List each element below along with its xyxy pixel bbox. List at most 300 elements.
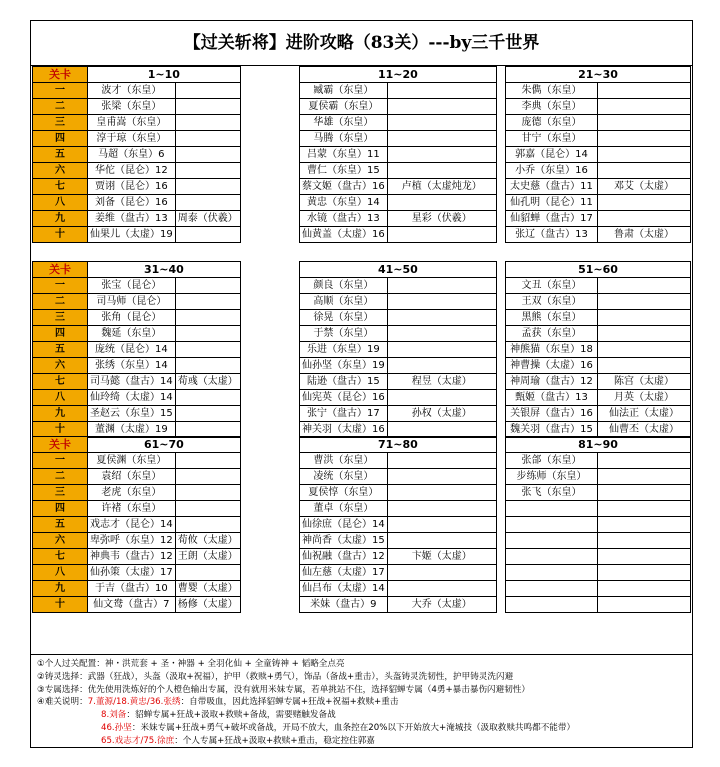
secondary-general bbox=[387, 131, 496, 147]
primary-general: 高顺（东皇） bbox=[300, 294, 388, 310]
table-row bbox=[300, 195, 497, 211]
note-difficult-prefix: ④难关说明： bbox=[37, 697, 88, 708]
level-table-41~50 bbox=[299, 261, 497, 438]
primary-general: 仙貂蝉（盘古）17 bbox=[506, 211, 598, 227]
secondary-general bbox=[598, 581, 691, 597]
secondary-general bbox=[387, 517, 496, 533]
level-label: 三 bbox=[33, 115, 88, 131]
table-row bbox=[33, 406, 241, 422]
secondary-general bbox=[598, 342, 691, 358]
primary-general bbox=[506, 517, 598, 533]
table-row bbox=[506, 326, 691, 342]
primary-general: 神尚香（太虚）15 bbox=[300, 533, 388, 549]
level-label: 三 bbox=[33, 485, 88, 501]
primary-general: 仙果儿（太虚）19 bbox=[88, 227, 176, 243]
level-label: 二 bbox=[33, 99, 88, 115]
table-row bbox=[300, 83, 497, 99]
primary-general: 张绣（东皇）14 bbox=[88, 358, 176, 374]
secondary-general bbox=[387, 278, 496, 294]
secondary-general bbox=[175, 294, 240, 310]
range-header: 51~60 bbox=[506, 262, 691, 278]
level-label: 三 bbox=[33, 310, 88, 326]
level-table-21~30 bbox=[505, 66, 691, 243]
secondary-general bbox=[387, 358, 496, 374]
secondary-general bbox=[387, 501, 496, 517]
primary-general: 波才（东皇） bbox=[88, 83, 176, 99]
secondary-general bbox=[598, 533, 691, 549]
level-label: 十 bbox=[33, 597, 88, 613]
secondary-general bbox=[175, 195, 240, 211]
secondary-general bbox=[598, 147, 691, 163]
primary-general bbox=[506, 501, 598, 517]
secondary-general bbox=[598, 99, 691, 115]
table-row bbox=[33, 99, 241, 115]
level-label: 九 bbox=[33, 581, 88, 597]
note-difficult-levels: 7.董源/18.黄忠/36.张绣 bbox=[87, 697, 181, 708]
secondary-general: 鲁肃（太虚） bbox=[598, 227, 691, 243]
primary-general: 仙孙坚（东皇）19 bbox=[300, 358, 388, 374]
secondary-general bbox=[387, 227, 496, 243]
table-row bbox=[506, 549, 691, 565]
secondary-general bbox=[598, 565, 691, 581]
table-row bbox=[300, 374, 497, 390]
secondary-general bbox=[598, 549, 691, 565]
table-row bbox=[300, 358, 497, 374]
primary-general: 仙孔明（昆仑）11 bbox=[506, 195, 598, 211]
level-label: 七 bbox=[33, 374, 88, 390]
table-row bbox=[33, 581, 241, 597]
range-header: 1~10 bbox=[88, 67, 241, 83]
table-row bbox=[506, 227, 691, 243]
secondary-general bbox=[598, 469, 691, 485]
table-row bbox=[506, 485, 691, 501]
secondary-general bbox=[598, 597, 691, 613]
primary-general: 司马懿（盘古）14 bbox=[88, 374, 176, 390]
secondary-general: 邓艾（太虚） bbox=[598, 179, 691, 195]
table-row bbox=[300, 581, 497, 597]
secondary-general bbox=[598, 485, 691, 501]
secondary-general bbox=[175, 131, 240, 147]
secondary-general bbox=[598, 115, 691, 131]
table-row bbox=[506, 358, 691, 374]
secondary-general bbox=[387, 390, 496, 406]
level-label: 四 bbox=[33, 326, 88, 342]
table-row bbox=[506, 310, 691, 326]
secondary-general: 卢植（太虚炖龙） bbox=[387, 179, 496, 195]
table-row bbox=[33, 517, 241, 533]
table-row bbox=[300, 565, 497, 581]
secondary-general bbox=[175, 501, 240, 517]
primary-general: 卑弥呼（东皇）12 bbox=[88, 533, 176, 549]
table-row bbox=[33, 358, 241, 374]
table-row bbox=[506, 131, 691, 147]
table-row bbox=[506, 294, 691, 310]
table-row bbox=[300, 294, 497, 310]
primary-general: 张宁（盘古）17 bbox=[300, 406, 388, 422]
secondary-general bbox=[387, 147, 496, 163]
primary-general: 仙文鸯（盘古）7 bbox=[88, 597, 176, 613]
range-header: 41~50 bbox=[300, 262, 497, 278]
secondary-general bbox=[175, 469, 240, 485]
primary-general: 张梁（东皇） bbox=[88, 99, 176, 115]
secondary-general: 荀彧（太虚） bbox=[175, 374, 240, 390]
primary-general: 蔡文姬（盘古）16 bbox=[300, 179, 388, 195]
table-row bbox=[300, 163, 497, 179]
table-row bbox=[506, 211, 691, 227]
secondary-general: 卞姬（太虚） bbox=[387, 549, 496, 565]
table-row bbox=[300, 99, 497, 115]
table-row bbox=[33, 565, 241, 581]
level-table-81~90 bbox=[505, 436, 691, 613]
secondary-general: 仙法正（太虚） bbox=[598, 406, 691, 422]
primary-general: 仙玲绮（太虚）14 bbox=[88, 390, 176, 406]
table-row bbox=[33, 294, 241, 310]
level-label: 七 bbox=[33, 549, 88, 565]
primary-general: 神熊猫（东皇）18 bbox=[506, 342, 598, 358]
secondary-general bbox=[175, 83, 240, 99]
level-label: 一 bbox=[33, 83, 88, 99]
primary-general: 甄姬（盘古）13 bbox=[506, 390, 598, 406]
secondary-general bbox=[387, 163, 496, 179]
primary-general: 米妹（盘古）9 bbox=[300, 597, 388, 613]
secondary-general: 王朗（太虚） bbox=[175, 549, 240, 565]
level-label: 八 bbox=[33, 565, 88, 581]
secondary-general bbox=[598, 501, 691, 517]
primary-general: 水镜（盘古）13 bbox=[300, 211, 388, 227]
primary-general bbox=[506, 581, 598, 597]
primary-general: 贾诩（昆仑）16 bbox=[88, 179, 176, 195]
range-header: 21~30 bbox=[506, 67, 691, 83]
table-row bbox=[300, 115, 497, 131]
primary-general: 臧霸（东皇） bbox=[300, 83, 388, 99]
level-label: 六 bbox=[33, 163, 88, 179]
table-row bbox=[506, 517, 691, 533]
table-row bbox=[506, 374, 691, 390]
secondary-general bbox=[175, 163, 240, 179]
primary-general: 朱儁（东皇） bbox=[506, 83, 598, 99]
table-row bbox=[33, 227, 241, 243]
secondary-general bbox=[598, 83, 691, 99]
primary-general: 凌统（东皇） bbox=[300, 469, 388, 485]
note-casting: ②铸灵选择：武器（狂战），头盔（汲取+祝福），护甲（救赎+勇气），饰品（备战+重击），头盔铸灵洗韧性，护甲铸灵洗闪避 bbox=[37, 671, 514, 682]
primary-general: 张角（昆仑） bbox=[88, 310, 176, 326]
table-row bbox=[506, 83, 691, 99]
secondary-general bbox=[175, 517, 240, 533]
table-row bbox=[33, 147, 241, 163]
table-row bbox=[33, 549, 241, 565]
secondary-general bbox=[598, 358, 691, 374]
primary-general: 孟获（东皇） bbox=[506, 326, 598, 342]
level-label: 五 bbox=[33, 517, 88, 533]
table-row bbox=[506, 565, 691, 581]
secondary-general: 杨修（太虚） bbox=[175, 597, 240, 613]
table-row bbox=[506, 147, 691, 163]
primary-general: 曹仁（东皇）15 bbox=[300, 163, 388, 179]
table-row bbox=[300, 131, 497, 147]
secondary-general bbox=[598, 163, 691, 179]
level-table-1~10 bbox=[32, 66, 241, 243]
table-row bbox=[33, 342, 241, 358]
primary-general: 神典韦（盘古）12 bbox=[88, 549, 176, 565]
table-row bbox=[33, 179, 241, 195]
primary-general: 刘备（昆仑）16 bbox=[88, 195, 176, 211]
primary-general: 黑熊（东皇） bbox=[506, 310, 598, 326]
primary-general: 仙孙策（太虚）17 bbox=[88, 565, 176, 581]
guide-frame bbox=[30, 20, 693, 748]
secondary-general bbox=[175, 358, 240, 374]
level-table-71~80 bbox=[299, 436, 497, 613]
secondary-general: 星彩（伏羲） bbox=[387, 211, 496, 227]
table-row bbox=[300, 278, 497, 294]
primary-general: 司马师（昆仑） bbox=[88, 294, 176, 310]
note-difficult bbox=[37, 696, 686, 709]
primary-general: 华雄（东皇） bbox=[300, 115, 388, 131]
primary-general: 庞统（昆仑）14 bbox=[88, 342, 176, 358]
secondary-general bbox=[598, 294, 691, 310]
table-row bbox=[300, 179, 497, 195]
table-row bbox=[300, 342, 497, 358]
secondary-general: 陈宫（太虚） bbox=[598, 374, 691, 390]
range-header: 31~40 bbox=[88, 262, 241, 278]
table-row bbox=[33, 390, 241, 406]
primary-general bbox=[506, 565, 598, 581]
table-row bbox=[300, 390, 497, 406]
secondary-general: 仙曹丕（太虚） bbox=[598, 422, 691, 438]
secondary-general bbox=[387, 294, 496, 310]
table-row bbox=[300, 326, 497, 342]
secondary-general bbox=[175, 390, 240, 406]
secondary-general bbox=[387, 195, 496, 211]
primary-general: 仙黄盖（太虚）16 bbox=[300, 227, 388, 243]
level-label: 二 bbox=[33, 294, 88, 310]
note-xizhicai-level: 65.戏志才/75.徐庶 bbox=[101, 735, 175, 746]
level-label: 五 bbox=[33, 147, 88, 163]
table-row bbox=[33, 211, 241, 227]
secondary-general: 月英（太虚） bbox=[598, 390, 691, 406]
primary-general: 夏侯惇（东皇） bbox=[300, 485, 388, 501]
primary-general: 夏侯霸（东皇） bbox=[300, 99, 388, 115]
level-label: 十 bbox=[33, 227, 88, 243]
secondary-general bbox=[175, 227, 240, 243]
primary-general: 神曹操（太虚）16 bbox=[506, 358, 598, 374]
table-row bbox=[33, 326, 241, 342]
primary-general: 魏关羽（盘古）15 bbox=[506, 422, 598, 438]
level-label: 八 bbox=[33, 390, 88, 406]
level-table-31~40 bbox=[32, 261, 241, 438]
secondary-general bbox=[387, 485, 496, 501]
table-row bbox=[33, 485, 241, 501]
primary-general: 仙左慈（太虚）17 bbox=[300, 565, 388, 581]
table-row bbox=[300, 533, 497, 549]
level-label: 七 bbox=[33, 179, 88, 195]
note-sunjian-text: ：米妹专属+狂战+勇气+破坏或备战，开局不放大，血条控在20%以下开始放大+淹城技（汲取救赎共鸣都不能带） bbox=[131, 722, 576, 733]
note-sunjian-level: 46.孙坚 bbox=[101, 722, 132, 733]
secondary-general: 荀攸（太虚） bbox=[175, 533, 240, 549]
secondary-general bbox=[387, 342, 496, 358]
range-header: 11~20 bbox=[300, 67, 497, 83]
primary-general: 颜良（东皇） bbox=[300, 278, 388, 294]
primary-general: 徐晃（东皇） bbox=[300, 310, 388, 326]
table-row bbox=[33, 533, 241, 549]
secondary-general: 孙权（太虚） bbox=[387, 406, 496, 422]
table-row bbox=[506, 99, 691, 115]
secondary-general bbox=[598, 310, 691, 326]
secondary-general bbox=[598, 278, 691, 294]
note-xizhicai-text: ：个人专属+狂战+汲取+救赎+重击，稳定控住郭嘉 bbox=[174, 735, 375, 746]
note-sunjian bbox=[37, 722, 686, 735]
table-row bbox=[300, 501, 497, 517]
secondary-general bbox=[175, 485, 240, 501]
table-row bbox=[33, 469, 241, 485]
secondary-general bbox=[387, 326, 496, 342]
secondary-general bbox=[598, 517, 691, 533]
primary-general: 圣赵云（东皇）15 bbox=[88, 406, 176, 422]
primary-general: 董卓（东皇） bbox=[300, 501, 388, 517]
table-row bbox=[33, 131, 241, 147]
level-label: 四 bbox=[33, 131, 88, 147]
secondary-general bbox=[175, 310, 240, 326]
secondary-general bbox=[387, 83, 496, 99]
primary-general: 于吉（盘古）10 bbox=[88, 581, 176, 597]
table-row bbox=[300, 517, 497, 533]
table-row bbox=[300, 485, 497, 501]
level-label: 一 bbox=[33, 453, 88, 469]
primary-general: 曹洪（东皇） bbox=[300, 453, 388, 469]
primary-general: 神关羽（太虚）16 bbox=[300, 422, 388, 438]
secondary-general: 曹婴（太虚） bbox=[175, 581, 240, 597]
secondary-general: 大乔（太虚） bbox=[387, 597, 496, 613]
level-label: 一 bbox=[33, 278, 88, 294]
level-label: 九 bbox=[33, 211, 88, 227]
table-row bbox=[300, 406, 497, 422]
table-row bbox=[33, 115, 241, 131]
primary-general: 张郃（东皇） bbox=[506, 453, 598, 469]
level-label: 五 bbox=[33, 342, 88, 358]
primary-general: 文丑（东皇） bbox=[506, 278, 598, 294]
secondary-general bbox=[175, 406, 240, 422]
secondary-general bbox=[598, 326, 691, 342]
level-label: 十 bbox=[33, 422, 88, 438]
primary-general: 李典（东皇） bbox=[506, 99, 598, 115]
table-row bbox=[33, 374, 241, 390]
table-row bbox=[506, 581, 691, 597]
secondary-general bbox=[175, 342, 240, 358]
primary-general: 太史慈（盘古）11 bbox=[506, 179, 598, 195]
table-row bbox=[506, 597, 691, 613]
note-xizhicai bbox=[37, 735, 686, 748]
range-header: 81~90 bbox=[506, 437, 691, 453]
table-row bbox=[300, 227, 497, 243]
table-row bbox=[33, 453, 241, 469]
table-row bbox=[33, 163, 241, 179]
level-header: 关卡 bbox=[33, 67, 88, 83]
secondary-general bbox=[387, 453, 496, 469]
table-row bbox=[506, 406, 691, 422]
table-row bbox=[300, 147, 497, 163]
secondary-general bbox=[387, 565, 496, 581]
table-row bbox=[33, 195, 241, 211]
level-label: 六 bbox=[33, 533, 88, 549]
table-row bbox=[300, 469, 497, 485]
secondary-general bbox=[387, 99, 496, 115]
primary-general: 马腾（东皇） bbox=[300, 131, 388, 147]
primary-general: 黄忠（东皇）14 bbox=[300, 195, 388, 211]
primary-general: 袁绍（东皇） bbox=[88, 469, 176, 485]
table-row bbox=[300, 549, 497, 565]
note-liubei bbox=[37, 709, 686, 722]
secondary-general bbox=[598, 453, 691, 469]
primary-general: 魏延（东皇） bbox=[88, 326, 176, 342]
secondary-general bbox=[387, 469, 496, 485]
table-row bbox=[33, 278, 241, 294]
level-table-61~70 bbox=[32, 436, 241, 613]
level-table-11~20 bbox=[299, 66, 497, 243]
primary-general: 夏侯渊（东皇） bbox=[88, 453, 176, 469]
primary-general: 仙徐庶（昆仑）14 bbox=[300, 517, 388, 533]
level-label: 六 bbox=[33, 358, 88, 374]
primary-general: 马超（东皇）6 bbox=[88, 147, 176, 163]
secondary-general bbox=[387, 533, 496, 549]
secondary-general bbox=[175, 99, 240, 115]
primary-general: 华佗（昆仑）12 bbox=[88, 163, 176, 179]
primary-general: 吕蒙（东皇）11 bbox=[300, 147, 388, 163]
table-row bbox=[506, 179, 691, 195]
secondary-general bbox=[387, 581, 496, 597]
primary-general: 王双（东皇） bbox=[506, 294, 598, 310]
page-title: 【过关斩将】进阶攻略（83关）---by三千世界 bbox=[31, 21, 692, 66]
range-header: 71~80 bbox=[300, 437, 497, 453]
table-row bbox=[33, 597, 241, 613]
secondary-general bbox=[598, 195, 691, 211]
level-header: 关卡 bbox=[33, 437, 88, 453]
table-row bbox=[506, 533, 691, 549]
level-label: 四 bbox=[33, 501, 88, 517]
table-row bbox=[33, 310, 241, 326]
secondary-general bbox=[598, 131, 691, 147]
table-row bbox=[506, 195, 691, 211]
primary-general bbox=[506, 549, 598, 565]
primary-general: 仙吕布（太虚）14 bbox=[300, 581, 388, 597]
primary-general bbox=[506, 533, 598, 549]
table-row bbox=[506, 453, 691, 469]
table-row bbox=[506, 163, 691, 179]
table-row bbox=[300, 310, 497, 326]
secondary-general bbox=[387, 115, 496, 131]
note-config: ①个人过关配置：神・洪荒套 + 圣・神器 + 全羽化仙 + 全童铸神 + 韬略全点亮 bbox=[37, 659, 345, 669]
secondary-general bbox=[598, 211, 691, 227]
secondary-general: 程昱（太虚） bbox=[387, 374, 496, 390]
secondary-general bbox=[175, 147, 240, 163]
table-row bbox=[506, 469, 691, 485]
primary-general: 甘宁（东皇） bbox=[506, 131, 598, 147]
primary-general: 于禁（东皇） bbox=[300, 326, 388, 342]
primary-general: 神周瑜（盘古）12 bbox=[506, 374, 598, 390]
secondary-general bbox=[175, 565, 240, 581]
table-row bbox=[33, 501, 241, 517]
primary-general: 姜维（盘古）13 bbox=[88, 211, 176, 227]
primary-general: 乐进（东皇）19 bbox=[300, 342, 388, 358]
secondary-general bbox=[387, 310, 496, 326]
table-row bbox=[33, 83, 241, 99]
primary-general: 张飞（东皇） bbox=[506, 485, 598, 501]
note-liubei-level: 8.刘备 bbox=[101, 710, 127, 721]
note-liubei-text: ：貂蝉专属+狂战+汲取+救赎+备战，需要赌触发备战 bbox=[126, 710, 336, 721]
level-label: 八 bbox=[33, 195, 88, 211]
primary-general: 张辽（盘古）13 bbox=[506, 227, 598, 243]
table-row bbox=[300, 453, 497, 469]
level-header: 关卡 bbox=[33, 262, 88, 278]
note-difficult-text: ：自带吸血，因此选择貂蝉专属+狂战+祝福+救赎+重击 bbox=[180, 697, 399, 708]
